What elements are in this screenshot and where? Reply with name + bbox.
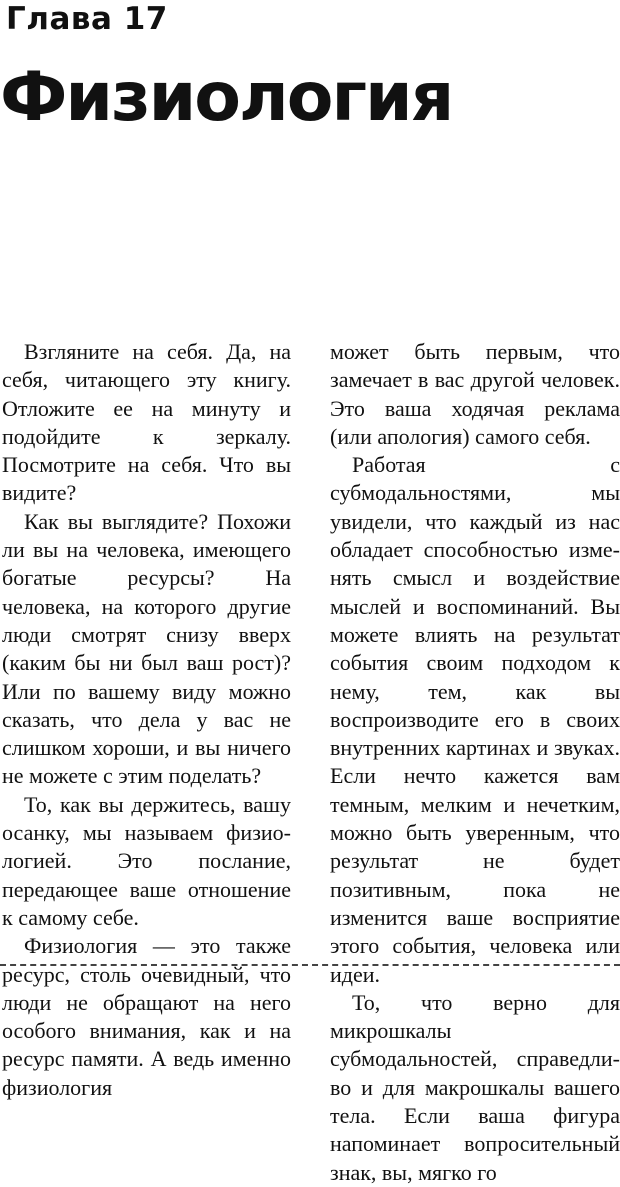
paragraph: То, как вы держитесь, вашу осанку, мы называем физиологией. Это послание, передающее ваше отношение к самому себе. <box>2 791 291 930</box>
paragraph: Работая с субмодальностями, мы увидели, что каждый из нас обладает способностью изменять смысл и воздействие мыслей и воспоминаний. Вы можете влиять на результат события своим подходом к нему, тем, как вы воспроизводите его в своих внутренних картинах и звуках. Если нечто кажется вам темным, мелким и нечетким, можно быть уверенным, что результат не будет позитивным, пока не изменится ваше восприятие этого события, человека или идеи. <box>330 452 620 987</box>
paragraph-continued: может быть первым, что замечает в вас другой человек. Это ваша ходячая реклама (или апология) самого себя. <box>330 339 620 449</box>
page-title: Физиология <box>0 58 453 137</box>
text-column-left <box>2 338 291 1102</box>
page-bottom-rule <box>0 964 620 966</box>
paragraph: То, что верно для микрошкалы субмодальностей, справедливо и для макрошкалы вашего тела. Если ваша фигура напоминает вопросительный знак, вы, мягко го <box>330 989 620 1185</box>
text-column-right <box>330 338 620 1187</box>
chapter-label: Глава 17 <box>6 1 168 37</box>
paragraph: Взгляните на себя. Да, на себя, читающего эту книгу. Отложите ее на минуту и подойдите к зеркалу. Посмотрите на себя. Что вы видите? <box>2 339 291 506</box>
paragraph: Физиология — это также ресурс, столь очевидный, что люди не обращают на него особого внимания, как и на ресурс памяти. А ведь именно физиология <box>2 933 291 1100</box>
paragraph: Как вы выглядите? Похожи ли вы на человека, имеющего богатые ресурсы? На человека, на которого другие люди смотрят снизу вверх (каким бы ни был ваш рост)? Или по вашему виду можно сказать, что дела у вас не слишком хороши, и вы ничего не можете с этим поделать? <box>2 508 291 789</box>
